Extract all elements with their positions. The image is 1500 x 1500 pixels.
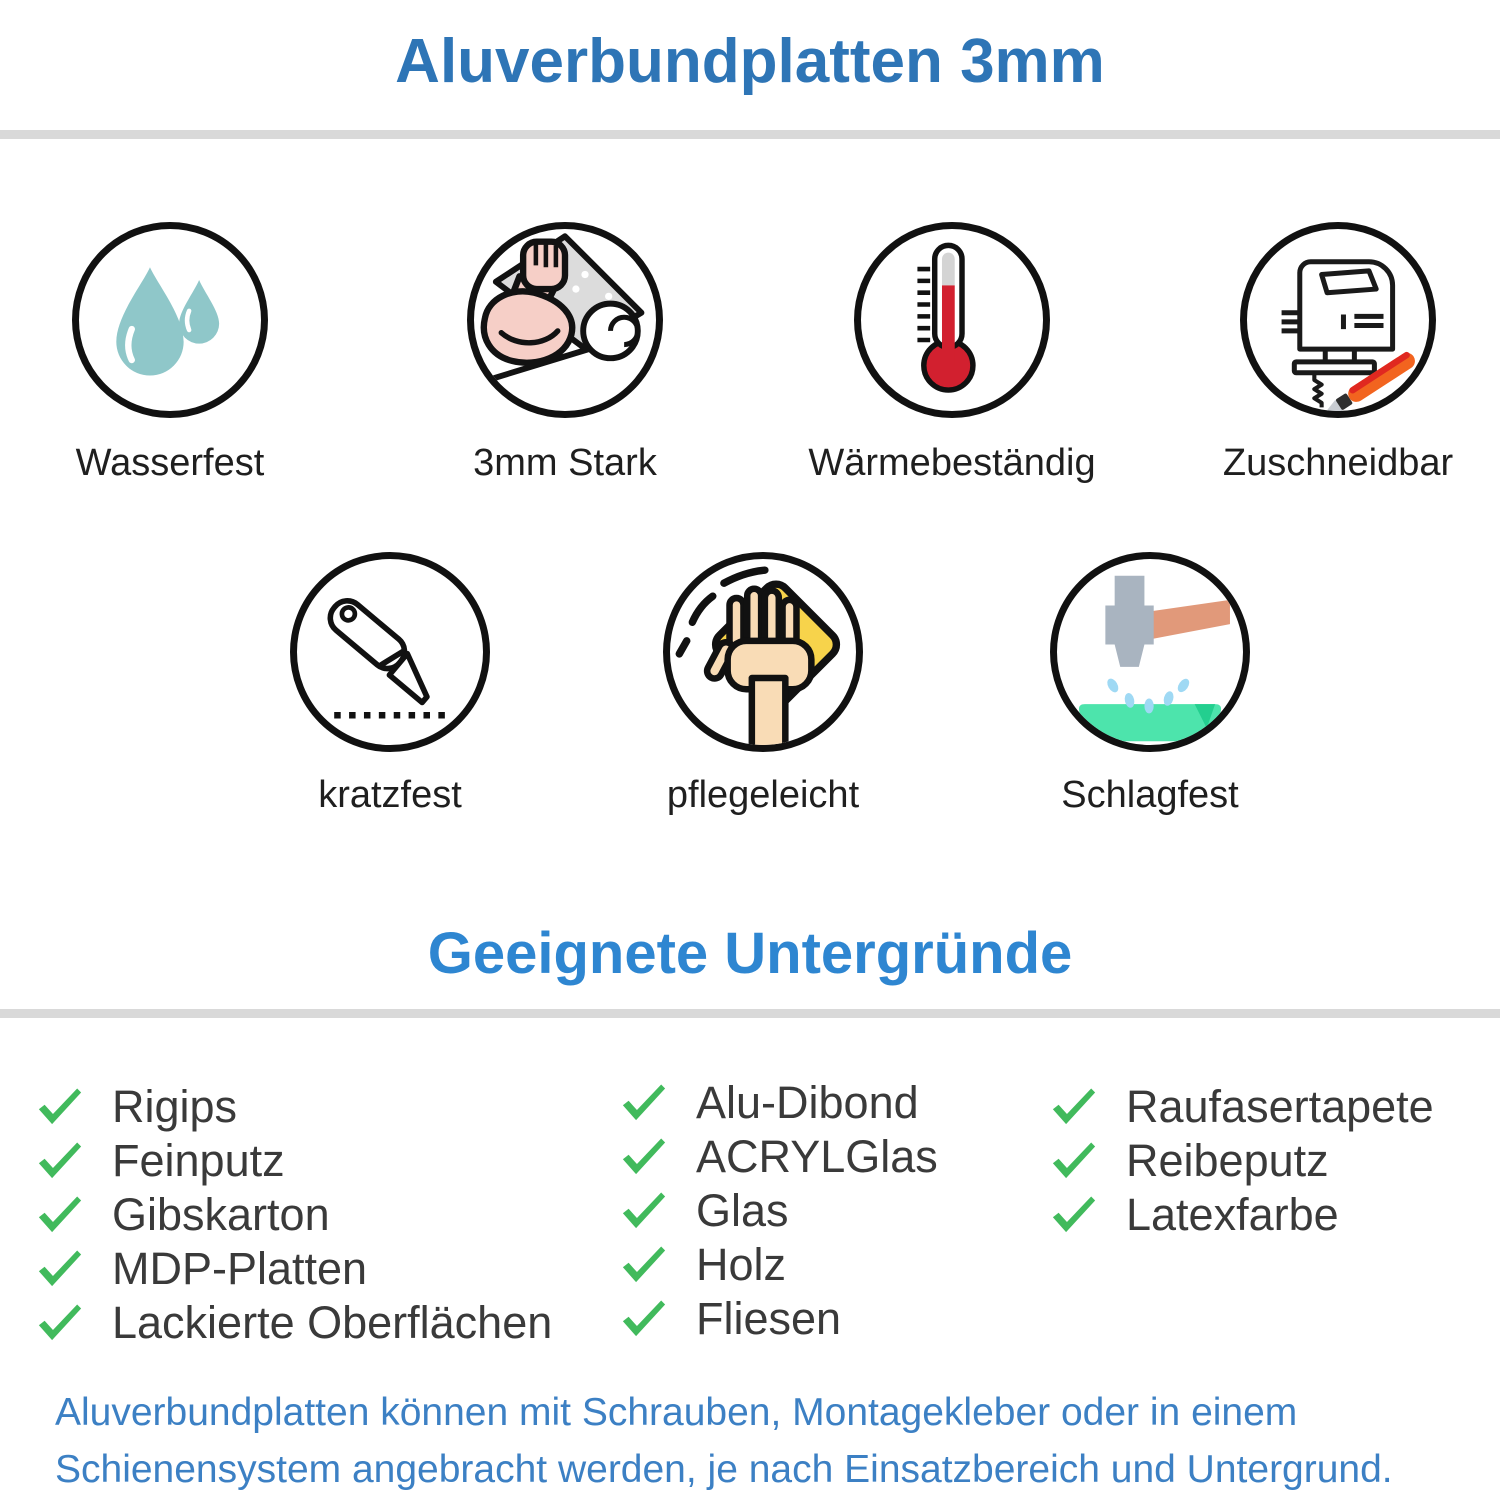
substrates-column-3 xyxy=(1052,1080,1434,1242)
cleaning-hand-icon xyxy=(670,559,856,745)
check-icon xyxy=(1052,1087,1096,1127)
section-title: Geeignete Untergründe xyxy=(427,921,1073,986)
feature-wasserfest xyxy=(72,222,268,418)
check-icon xyxy=(622,1245,666,1285)
check-icon xyxy=(622,1191,666,1231)
strong-arm-panel-icon xyxy=(474,229,656,411)
feature-schlagfest xyxy=(1050,552,1250,752)
list-item xyxy=(622,1292,938,1346)
substrate-label: Fliesen xyxy=(696,1293,842,1344)
feature-waermebestaendig xyxy=(854,222,1050,418)
substrate-label: Feinputz xyxy=(112,1135,285,1186)
list-item xyxy=(38,1134,552,1188)
substrate-label: Rigips xyxy=(112,1081,238,1132)
thermometer-icon xyxy=(861,229,1043,411)
substrate-label: Alu-Dibond xyxy=(696,1077,919,1128)
feature-label: pflegeleicht xyxy=(666,774,860,816)
list-item xyxy=(622,1076,938,1130)
check-icon xyxy=(1052,1141,1096,1181)
check-icon xyxy=(38,1087,82,1127)
check-icon xyxy=(38,1249,82,1289)
substrate-label: Reibeputz xyxy=(1126,1135,1329,1186)
feature-kratzfest xyxy=(290,552,490,752)
list-item xyxy=(622,1238,938,1292)
substrate-label: Latexfarbe xyxy=(1126,1189,1339,1240)
page-title: Aluverbundplatten 3mm xyxy=(395,27,1105,96)
substrate-label: ACRYLGlas xyxy=(696,1131,938,1182)
footer-note xyxy=(55,1384,1455,1498)
list-item xyxy=(1052,1134,1434,1188)
substrates-column-1 xyxy=(38,1080,552,1350)
substrate-label: Lackierte Oberflächen xyxy=(112,1297,553,1348)
footer-line-2: Schienensystem angebracht werden, je nach Einsatzbereich und Untergrund. xyxy=(55,1448,1393,1491)
hammer-impact-icon xyxy=(1057,559,1243,745)
feature-pflegeleicht xyxy=(663,552,863,752)
jigsaw-cutter-icon xyxy=(1247,229,1429,411)
feature-label: Wärmebeständig xyxy=(808,442,1096,484)
feature-label: Wasserfest xyxy=(75,442,265,484)
check-icon xyxy=(622,1083,666,1123)
footer-line-1: Aluverbundplatten können mit Schrauben, Montagekleber oder in einem xyxy=(55,1391,1298,1434)
substrate-label: MDP-Platten xyxy=(112,1243,368,1294)
feature-label: Schlagfest xyxy=(1061,774,1239,816)
check-icon xyxy=(1052,1195,1096,1235)
list-item xyxy=(38,1080,552,1134)
feature-label: 3mm Stark xyxy=(473,442,657,484)
list-item xyxy=(622,1130,938,1184)
water-drops-icon xyxy=(79,229,261,411)
check-icon xyxy=(38,1303,82,1343)
divider-top xyxy=(0,130,1500,139)
check-icon xyxy=(622,1137,666,1177)
substrate-label: Glas xyxy=(696,1185,789,1236)
substrate-label: Raufasertapete xyxy=(1126,1081,1434,1132)
list-item xyxy=(622,1184,938,1238)
feature-label: kratzfest xyxy=(318,774,462,816)
list-item xyxy=(38,1188,552,1242)
substrates-column-2 xyxy=(622,1076,938,1346)
check-icon xyxy=(38,1195,82,1235)
substrate-label: Gibskarton xyxy=(112,1189,330,1240)
list-item xyxy=(1052,1080,1434,1134)
feature-zuschneidbar xyxy=(1240,222,1436,418)
feature-3mm-stark xyxy=(467,222,663,418)
check-icon xyxy=(622,1299,666,1339)
substrate-label: Holz xyxy=(696,1239,787,1290)
utility-knife-icon xyxy=(297,559,483,745)
check-icon xyxy=(38,1141,82,1181)
list-item xyxy=(38,1296,552,1350)
divider-middle xyxy=(0,1009,1500,1018)
list-item xyxy=(38,1242,552,1296)
feature-label: Zuschneidbar xyxy=(1222,442,1454,484)
list-item xyxy=(1052,1188,1434,1242)
